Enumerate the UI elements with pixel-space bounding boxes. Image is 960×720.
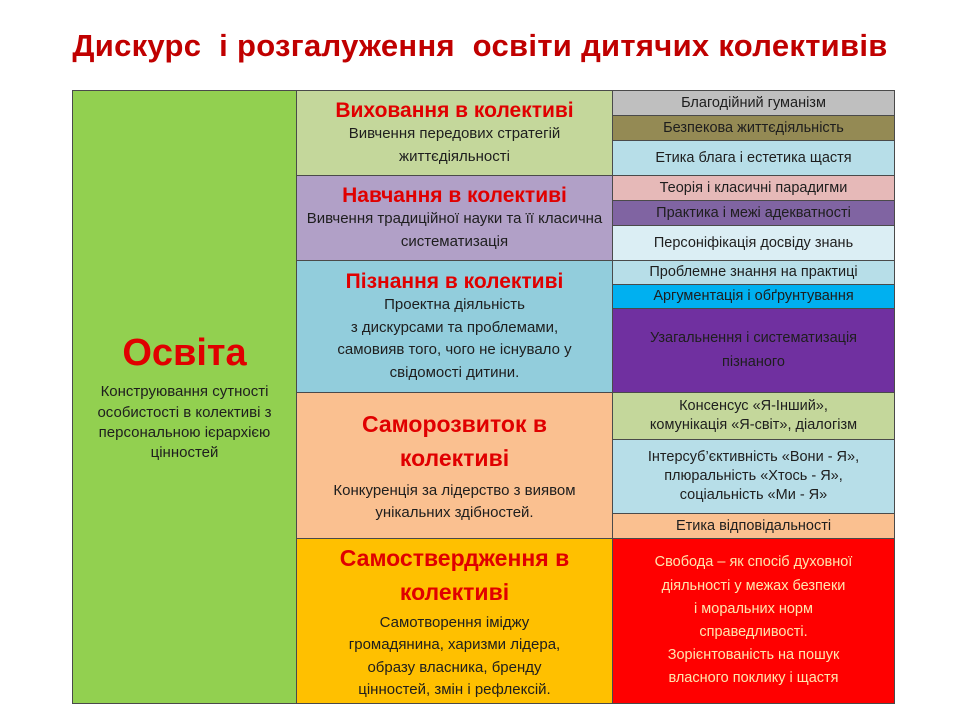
sub-problemne-znannia xyxy=(612,260,895,285)
sub-etyka-blaha xyxy=(612,140,895,176)
main-description: Конструювання сутності особистості в колективі з персональною ієрархією цінностей xyxy=(97,383,272,462)
sub-blahodiinyi-humanizm xyxy=(612,90,895,116)
sub-label: Проблемне знання на практиці xyxy=(649,264,858,281)
page-title: Дискурс і розгалуження освіти дитячих колективів xyxy=(72,28,888,63)
sub-label: Свобода – як спосіб духовної діяльності у межах безпеки і моральних норм справедливості. Зорієнтованість на пошук власного поклику і щастя xyxy=(654,554,853,687)
section-description: Вивчення традиційної науки та її класична систематизація xyxy=(306,210,603,250)
sub-label: Узагальнення і систематизація пізнаного xyxy=(649,330,858,370)
sub-bezpekova-zhyttiediialnist xyxy=(612,115,895,141)
sub-label: Консенсус «Я-Інший», комунікація «Я-світ», діалогізм xyxy=(649,398,858,433)
sub-arhumentatsiia xyxy=(612,284,895,309)
sub-personifikatsiia xyxy=(612,225,895,261)
sub-teoriia-paradyhmy xyxy=(612,175,895,201)
main-title: Освіта xyxy=(122,331,247,374)
section-description: Проектна діяльність з дискурсами та проблемами, самовияв того, чого не існувало у свідомості дитини. xyxy=(337,296,572,381)
section-title: Пізнання в колективі xyxy=(345,269,564,293)
section-navchannia xyxy=(296,175,613,261)
sub-konsensus xyxy=(612,392,895,440)
sub-label: Практика і межі адекватності xyxy=(656,204,851,221)
sub-label: Інтерсуб’єктивність «Вони - Я», плюральність «Хтось - Я», соціальність «Ми - Я» xyxy=(647,449,860,503)
sub-label: Благодійний гуманізм xyxy=(681,94,826,111)
section-description: Конкуренція за лідерство з виявом унікальних здібностей. xyxy=(333,481,576,521)
sub-label: Персоніфікація досвіду знань xyxy=(653,234,854,251)
section-piznannia xyxy=(296,260,613,393)
sub-label: Етика блага і естетика щастя xyxy=(655,149,852,166)
sub-etyka-vidpovidalnosti xyxy=(612,513,895,539)
main-cell-osvita xyxy=(72,90,297,704)
section-samorozvytok xyxy=(296,392,613,539)
sub-label: Теорія і класичні парадигми xyxy=(659,179,848,196)
sub-svoboda xyxy=(612,538,895,704)
sub-uzahalnennia xyxy=(612,308,895,393)
sub-intersubiektyvnist xyxy=(612,439,895,514)
section-title: Навчання в колективі xyxy=(342,183,567,207)
section-vykhovannia xyxy=(296,90,613,176)
sub-label: Етика відповідальності xyxy=(675,517,832,534)
section-samostverdzhennia xyxy=(296,538,613,704)
sub-label: Безпекова життєдіяльність xyxy=(663,119,844,136)
section-title: Самоствердження в колективі xyxy=(339,544,570,605)
section-title: Саморозвиток в колективі xyxy=(362,410,547,471)
sub-label: Аргументація і обґрунтування xyxy=(653,288,854,305)
sub-praktyka-mezhi xyxy=(612,200,895,226)
section-description: Самотворення іміджу громадянина, харизми лідера, образу власника, бренду цінностей, змін і рефлексій. xyxy=(348,613,561,698)
section-title: Виховання в колективі xyxy=(335,98,574,122)
section-description: Вивчення передових стратегій життєдіяльності xyxy=(348,125,561,165)
